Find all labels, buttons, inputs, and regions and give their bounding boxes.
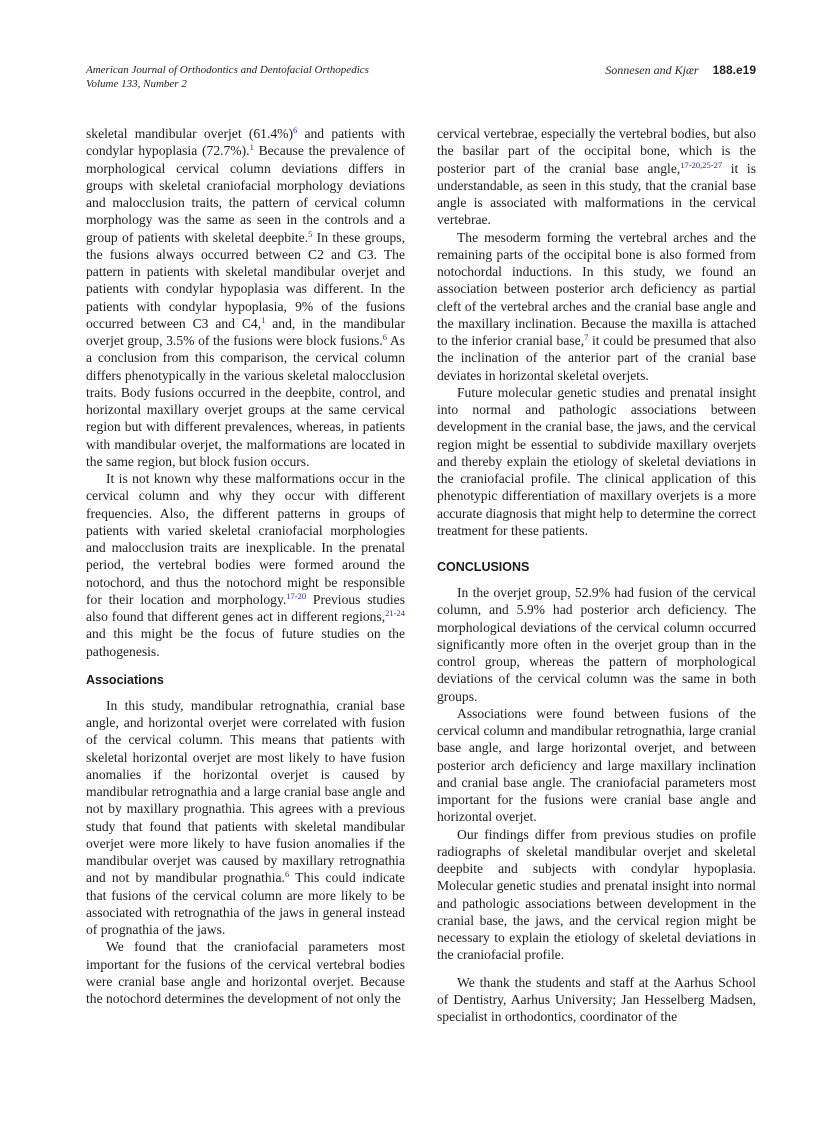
left-column: [86, 125, 405, 1007]
text-run: it could be presumed that also the inclination of the anterior part of the cranial base deviates in horizontal skeletal overjets.: [437, 333, 756, 383]
reference-link[interactable]: 21-24: [385, 608, 405, 618]
reference-link[interactable]: 5: [308, 228, 313, 239]
reference-link[interactable]: 1: [261, 314, 266, 325]
text-run: and patients with condylar hypoplasia (72.7%).: [86, 126, 405, 159]
reference-link[interactable]: 17-20: [286, 590, 307, 601]
paragraph: [437, 384, 756, 539]
text-run: In this study, mandibular retrognathia, cranial base angle, and horizontal overjet were correlated with fusion of the cervical column. This means that patients with skeletal horizontal overjet are most likely to have fusion anomalies if the horizontal overjet is caused by mandibular retrognathia and a large cranial base angle and not by maxillary prognathia. This agrees with a previous study that found that patients with skeletal mandibular overjet were more likely to have fusion anomalies if the mandibular overjet was caused by maxillary retrognathia and not by mandibular prognathia.: [86, 697, 405, 886]
right-column: [437, 125, 756, 1025]
reference-link[interactable]: 17-20,25-27: [680, 159, 723, 170]
journal-citation: [86, 63, 369, 91]
reference-link[interactable]: 1: [249, 142, 254, 153]
text-run: skeletal mandibular overjet (61.4%): [86, 126, 293, 141]
paragraph: [437, 229, 756, 384]
text-run: it is understandable, as seen in this study, that the cranial base angle is associated with malformations in the cervical vertebrae.: [437, 160, 757, 228]
section-heading-conclusions: CONCLUSIONS: [437, 560, 530, 574]
text-run: In these groups, the fusions always occurred between C2 and C3. The pattern in patients with skeletal mandibular overjet and patients with condylar hypoplasia was different. In the patients with condylar hypoplasia, 9% of the fusions occurred between C3 and C4,: [86, 229, 405, 331]
text-run: We thank the students and staff at the Aarhus School of Dentistry, Aarhus University; Jan Hesselberg Madsen, specialist in orthodontics, coordinator of the: [437, 974, 756, 1024]
reference-link[interactable]: 6: [293, 125, 298, 135]
acknowledgments-paragraph: [437, 974, 756, 1026]
paragraph: [437, 125, 756, 229]
text-run: This could indicate that fusions of the cervical column are more likely to be associated with retrognathia of the jaws in general instead of prognathia of the jaws.: [86, 870, 406, 937]
text-run: It is not known why these malformations occur in the cervical column and why they occur with different frequencies. Also, the different patterns in groups of patients with varied skeletal craniofacial morphologies and malocclusion traits are inexplicable. In the prenatal period, the vertebral bodies were formed around the notochord, and thus the notochord might be responsible for their location and morphology.: [86, 471, 405, 607]
text-run: In the overjet group, 52.9% had fusion of the cervical column, and 5.9% had posterior arch deficiency. The morphological deviations of the cervical column occurred significantly more often in the overjet group than in the control group, whereas the pattern of morphological deviations of the cervical column was the same in both groups.: [437, 585, 756, 704]
paragraph: [86, 697, 405, 939]
text-run: and, in the mandibular overjet group, 3.5% of the fusions were block fusions.: [86, 315, 405, 348]
text-run: As a conclusion from this comparison, the cervical column differs phenotypically in the various skeletal malocclusion traits. Body fusions occurred in the deepbite, control, and horizontal maxillary overjet groups at the same cervical region but with different prevalences, whereas, in patients with mandibular overjet, the malformations are located in the same region, but block fusion occurs.: [86, 333, 405, 469]
paragraph: [86, 470, 405, 660]
text-run: cervical vertebrae, especially the vertebral bodies, but also the basilar part of the occipital bone, which is the posterior part of the cranial base angle,: [437, 126, 756, 176]
journal-volume: Volume 133, Number 2: [86, 78, 187, 90]
text-run: Our findings differ from previous studies on profile radiographs of skeletal mandibular overjet and skeletal deepbite and subjects with condylar hypoplasia. Molecular genetic studies and prenatal insight into normal and pathologic associations between development in the cranial base, the jaws, and the cervical region might be necessary to explain the etiology of skeletal deviations in the craniofacial profile.: [437, 826, 756, 963]
section-heading-associations: Associations: [86, 672, 164, 687]
page-header-right: [605, 63, 756, 77]
text-run: We found that the craniofacial parameters most important for the fusions of the cervical vertebral bodies were cranial base angle and horizontal overjet. Because the notochord determines the development of not only the: [86, 939, 405, 1006]
page-number: 188.e19: [712, 63, 756, 77]
text-run: Associations were found between fusions of the cervical column and mandibular retrognathia, large cranial base angle, and large horizontal overjet, and between posterior arch deficiency and large maxillary inclination and cranial base angle. The craniofacial parameters most important for the fusions were cranial base angle and horizontal overjet.: [437, 705, 756, 825]
text-run: Because the prevalence of morphological cervical column deviations differs in groups with skeletal craniofacial morphology deviations and malocclusion traits, the pattern of cervical column morphology was the same as seen in the controls and a group of patients with skeletal deepbite.: [86, 143, 405, 245]
paragraph: [437, 705, 756, 826]
reference-link[interactable]: 6: [284, 869, 290, 880]
paragraph: [437, 826, 756, 964]
paragraph: [437, 584, 756, 705]
text-run: Future molecular genetic studies and prenatal insight into normal and pathologic associations between development in the cranial base, the jaws, and the cervical region might be essential to subdivide maxillary overjets and thereby explain the etiology of skeletal deviations in the craniofacial profile. The clinical application of this phenotypic differentiation of maxillary overjets is a more accurate diagnosis that might help to determine the correct treatment for these patients.: [437, 384, 756, 538]
paragraph: [86, 938, 405, 1007]
running-head: [86, 63, 756, 97]
paragraph: [86, 125, 405, 470]
reference-link[interactable]: 6: [382, 332, 387, 342]
text-run: The mesoderm forming the vertebral arches and the remaining parts of the occipital bone is also formed from notochordal inductions. In this study, we found an association between posterior arch deficiency as partial cleft of the vertebral arches and the cranial base angle and the maxillary inclination. Because the maxilla is attached to the inferior cranial base,: [437, 229, 756, 348]
reference-link[interactable]: 7: [584, 332, 589, 342]
text-run: and this might be the focus of future studies on the pathogenesis.: [86, 626, 405, 659]
journal-title: American Journal of Orthodontics and Dentofacial Orthopedics: [86, 64, 369, 76]
author-names: Sonnesen and Kjær: [605, 63, 699, 77]
text-run: Previous studies also found that different genes act in different regions,: [86, 591, 406, 624]
